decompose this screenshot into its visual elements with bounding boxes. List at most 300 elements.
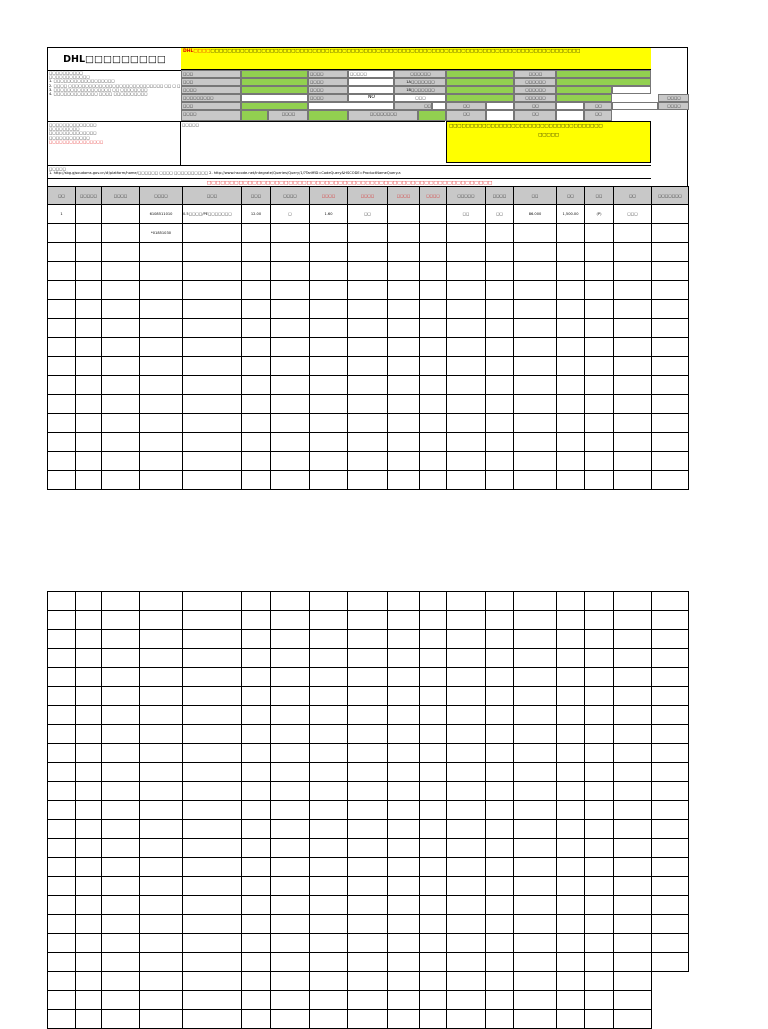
grid-cell[interactable]	[388, 839, 420, 858]
grid-cell[interactable]	[348, 744, 388, 763]
field-input[interactable]	[432, 102, 446, 110]
grid-cell[interactable]	[348, 706, 388, 725]
grid-cell[interactable]	[585, 706, 614, 725]
grid-cell[interactable]	[585, 820, 614, 839]
table-cell[interactable]	[614, 300, 652, 319]
grid-cell[interactable]	[348, 915, 388, 934]
grid-cell[interactable]	[242, 649, 271, 668]
grid-cell[interactable]	[140, 725, 183, 744]
table-cell[interactable]	[76, 224, 102, 243]
table-cell[interactable]: 1,500.00	[557, 205, 585, 224]
table-cell[interactable]	[102, 395, 140, 414]
grid-cell[interactable]	[585, 668, 614, 687]
table-cell[interactable]: 12.00	[242, 205, 271, 224]
table-cell[interactable]	[557, 224, 585, 243]
grid-cell[interactable]	[48, 801, 76, 820]
table-cell[interactable]	[102, 319, 140, 338]
table-cell[interactable]	[486, 433, 514, 452]
grid-cell[interactable]	[102, 782, 140, 801]
grid-cell[interactable]	[388, 934, 420, 953]
grid-cell[interactable]	[614, 839, 652, 858]
table-cell[interactable]	[102, 300, 140, 319]
table-cell[interactable]	[652, 205, 689, 224]
table-cell[interactable]	[420, 281, 447, 300]
table-cell[interactable]	[420, 243, 447, 262]
grid-cell[interactable]	[557, 801, 585, 820]
field-input[interactable]	[241, 86, 308, 94]
grid-cell[interactable]	[76, 782, 102, 801]
table-cell[interactable]	[102, 376, 140, 395]
table-cell[interactable]	[140, 395, 183, 414]
table-cell[interactable]	[652, 338, 689, 357]
grid-cell[interactable]	[614, 592, 652, 611]
table-cell[interactable]	[447, 281, 486, 300]
table-cell[interactable]	[271, 319, 310, 338]
table-cell[interactable]	[48, 243, 76, 262]
table-cell[interactable]	[585, 376, 614, 395]
table-cell[interactable]	[76, 281, 102, 300]
table-cell[interactable]: □	[271, 205, 310, 224]
grid-cell[interactable]	[447, 592, 486, 611]
table-cell[interactable]	[557, 300, 585, 319]
table-cell[interactable]	[388, 224, 420, 243]
table-cell[interactable]	[348, 452, 388, 471]
grid-cell[interactable]	[242, 915, 271, 934]
grid-cell[interactable]	[420, 725, 447, 744]
grid-cell[interactable]	[514, 934, 557, 953]
table-cell[interactable]	[140, 338, 183, 357]
table-cell[interactable]	[557, 471, 585, 490]
grid-cell[interactable]	[183, 953, 242, 972]
grid-cell[interactable]	[310, 915, 348, 934]
grid-cell[interactable]	[447, 801, 486, 820]
grid-cell[interactable]	[514, 915, 557, 934]
grid-cell[interactable]	[652, 877, 689, 896]
grid-cell[interactable]	[557, 630, 585, 649]
grid-cell[interactable]	[242, 934, 271, 953]
grid-cell[interactable]	[486, 896, 514, 915]
field-input[interactable]	[241, 94, 308, 102]
grid-cell[interactable]	[76, 972, 102, 991]
field-input[interactable]	[348, 86, 394, 94]
grid-cell[interactable]	[420, 858, 447, 877]
grid-cell[interactable]	[557, 592, 585, 611]
table-cell[interactable]	[486, 319, 514, 338]
grid-cell[interactable]	[48, 1010, 76, 1029]
grid-cell[interactable]	[486, 782, 514, 801]
grid-cell[interactable]	[48, 725, 76, 744]
table-cell[interactable]	[585, 452, 614, 471]
field-input[interactable]	[308, 102, 394, 110]
table-cell[interactable]	[447, 338, 486, 357]
grid-cell[interactable]	[271, 953, 310, 972]
table-cell[interactable]	[76, 300, 102, 319]
table-cell[interactable]	[271, 376, 310, 395]
grid-cell[interactable]	[242, 1010, 271, 1029]
grid-cell[interactable]	[514, 953, 557, 972]
grid-cell[interactable]	[183, 896, 242, 915]
table-cell[interactable]	[183, 376, 242, 395]
grid-cell[interactable]	[140, 782, 183, 801]
table-cell[interactable]	[271, 452, 310, 471]
table-cell[interactable]	[652, 452, 689, 471]
grid-cell[interactable]	[183, 744, 242, 763]
table-cell[interactable]	[514, 414, 557, 433]
grid-cell[interactable]	[585, 972, 614, 991]
table-cell[interactable]	[348, 262, 388, 281]
grid-cell[interactable]	[447, 972, 486, 991]
table-cell[interactable]	[348, 433, 388, 452]
grid-cell[interactable]	[76, 915, 102, 934]
grid-cell[interactable]	[652, 592, 689, 611]
grid-cell[interactable]	[140, 630, 183, 649]
grid-cell[interactable]	[48, 934, 76, 953]
table-cell[interactable]	[140, 319, 183, 338]
field-input[interactable]	[612, 86, 651, 94]
links-text[interactable]: 1. http://sbg.gjsoudoms.gov.cn/#/platform/home/□□□□□□ □□□□ □□□□□□□□□□ 2. http://www.hscode.net/integrate/Queries/Query/1/?TariffID=CodeQuery&HSCODE=ProductNameQuery.a	[49, 171, 401, 176]
grid-cell[interactable]	[140, 934, 183, 953]
grid-cell[interactable]	[486, 801, 514, 820]
table-cell[interactable]	[614, 433, 652, 452]
table-cell[interactable]	[447, 376, 486, 395]
grid-cell[interactable]	[447, 877, 486, 896]
table-cell[interactable]	[48, 376, 76, 395]
grid-cell[interactable]	[614, 611, 652, 630]
grid-cell[interactable]	[348, 896, 388, 915]
grid-cell[interactable]	[310, 896, 348, 915]
table-cell[interactable]	[585, 224, 614, 243]
table-cell[interactable]	[76, 471, 102, 490]
table-cell[interactable]	[271, 395, 310, 414]
table-cell[interactable]	[140, 376, 183, 395]
table-cell[interactable]	[652, 319, 689, 338]
grid-cell[interactable]	[420, 592, 447, 611]
table-cell[interactable]	[614, 281, 652, 300]
field-input[interactable]	[446, 86, 514, 94]
grid-cell[interactable]	[486, 706, 514, 725]
table-cell[interactable]	[271, 262, 310, 281]
grid-cell[interactable]	[486, 991, 514, 1010]
table-cell[interactable]	[348, 395, 388, 414]
grid-cell[interactable]	[310, 592, 348, 611]
grid-cell[interactable]	[102, 801, 140, 820]
table-cell[interactable]	[420, 338, 447, 357]
grid-cell[interactable]	[585, 934, 614, 953]
table-cell[interactable]	[76, 338, 102, 357]
grid-cell[interactable]	[348, 782, 388, 801]
grid-cell[interactable]	[486, 744, 514, 763]
table-cell[interactable]	[388, 243, 420, 262]
grid-cell[interactable]	[242, 744, 271, 763]
grid-cell[interactable]	[271, 839, 310, 858]
table-cell[interactable]	[348, 319, 388, 338]
table-cell[interactable]	[348, 243, 388, 262]
table-cell[interactable]	[557, 357, 585, 376]
table-cell[interactable]	[514, 300, 557, 319]
grid-cell[interactable]	[614, 858, 652, 877]
table-cell[interactable]	[102, 338, 140, 357]
grid-cell[interactable]	[652, 649, 689, 668]
table-cell[interactable]	[242, 357, 271, 376]
grid-cell[interactable]	[652, 630, 689, 649]
table-cell[interactable]	[102, 262, 140, 281]
field-input[interactable]	[486, 110, 514, 121]
grid-cell[interactable]	[76, 839, 102, 858]
table-cell[interactable]	[76, 243, 102, 262]
grid-cell[interactable]	[48, 687, 76, 706]
grid-cell[interactable]	[348, 972, 388, 991]
grid-cell[interactable]	[310, 801, 348, 820]
table-cell[interactable]	[514, 471, 557, 490]
grid-cell[interactable]	[614, 763, 652, 782]
grid-cell[interactable]	[514, 820, 557, 839]
grid-cell[interactable]	[557, 611, 585, 630]
table-cell[interactable]	[420, 414, 447, 433]
grid-cell[interactable]	[557, 725, 585, 744]
table-cell[interactable]	[140, 281, 183, 300]
grid-cell[interactable]	[514, 611, 557, 630]
grid-cell[interactable]	[420, 649, 447, 668]
grid-cell[interactable]	[652, 611, 689, 630]
grid-cell[interactable]	[388, 820, 420, 839]
grid-cell[interactable]	[447, 915, 486, 934]
table-cell[interactable]	[585, 357, 614, 376]
grid-cell[interactable]	[614, 725, 652, 744]
table-cell[interactable]	[486, 243, 514, 262]
grid-cell[interactable]	[140, 649, 183, 668]
grid-cell[interactable]	[388, 801, 420, 820]
table-cell[interactable]	[48, 224, 76, 243]
grid-cell[interactable]	[348, 668, 388, 687]
table-cell[interactable]	[348, 224, 388, 243]
grid-cell[interactable]	[183, 915, 242, 934]
grid-cell[interactable]	[271, 782, 310, 801]
table-cell[interactable]: 1	[48, 205, 76, 224]
grid-cell[interactable]	[652, 706, 689, 725]
table-cell[interactable]	[76, 395, 102, 414]
table-cell[interactable]	[652, 262, 689, 281]
grid-cell[interactable]	[557, 991, 585, 1010]
grid-cell[interactable]	[348, 858, 388, 877]
grid-cell[interactable]	[271, 706, 310, 725]
table-cell[interactable]	[514, 262, 557, 281]
table-cell[interactable]	[585, 338, 614, 357]
table-cell[interactable]	[486, 224, 514, 243]
grid-cell[interactable]	[183, 1010, 242, 1029]
table-cell[interactable]	[557, 281, 585, 300]
grid-cell[interactable]	[614, 630, 652, 649]
grid-cell[interactable]	[420, 877, 447, 896]
grid-cell[interactable]	[348, 820, 388, 839]
grid-cell[interactable]	[486, 820, 514, 839]
grid-cell[interactable]	[242, 706, 271, 725]
grid-cell[interactable]	[614, 972, 652, 991]
grid-cell[interactable]	[447, 858, 486, 877]
table-cell[interactable]: *01851030	[140, 224, 183, 243]
table-cell[interactable]	[48, 262, 76, 281]
grid-cell[interactable]	[271, 820, 310, 839]
grid-cell[interactable]	[76, 953, 102, 972]
grid-cell[interactable]	[388, 649, 420, 668]
grid-cell[interactable]	[585, 687, 614, 706]
table-cell[interactable]	[557, 243, 585, 262]
grid-cell[interactable]	[102, 725, 140, 744]
grid-cell[interactable]	[76, 801, 102, 820]
grid-cell[interactable]	[557, 934, 585, 953]
grid-cell[interactable]	[447, 611, 486, 630]
grid-cell[interactable]	[557, 649, 585, 668]
table-cell[interactable]	[76, 433, 102, 452]
table-cell[interactable]	[420, 262, 447, 281]
grid-cell[interactable]	[48, 839, 76, 858]
table-cell[interactable]	[614, 376, 652, 395]
grid-cell[interactable]	[420, 1010, 447, 1029]
table-cell[interactable]	[447, 395, 486, 414]
table-cell[interactable]	[242, 395, 271, 414]
grid-cell[interactable]	[271, 744, 310, 763]
table-cell[interactable]	[310, 262, 348, 281]
table-cell[interactable]	[102, 433, 140, 452]
grid-cell[interactable]	[447, 896, 486, 915]
table-cell[interactable]	[514, 433, 557, 452]
grid-cell[interactable]	[183, 801, 242, 820]
grid-cell[interactable]	[242, 801, 271, 820]
grid-cell[interactable]	[652, 896, 689, 915]
table-cell[interactable]	[388, 414, 420, 433]
table-cell[interactable]	[48, 338, 76, 357]
grid-cell[interactable]	[140, 877, 183, 896]
grid-cell[interactable]	[652, 744, 689, 763]
grid-cell[interactable]	[557, 706, 585, 725]
grid-cell[interactable]	[447, 782, 486, 801]
grid-cell[interactable]	[388, 725, 420, 744]
table-cell[interactable]	[242, 243, 271, 262]
grid-cell[interactable]	[102, 630, 140, 649]
table-cell[interactable]	[486, 452, 514, 471]
grid-cell[interactable]	[76, 896, 102, 915]
table-cell[interactable]	[310, 281, 348, 300]
grid-cell[interactable]	[140, 915, 183, 934]
grid-cell[interactable]	[102, 820, 140, 839]
grid-cell[interactable]	[102, 839, 140, 858]
grid-cell[interactable]	[310, 820, 348, 839]
grid-cell[interactable]	[271, 611, 310, 630]
table-cell[interactable]	[514, 243, 557, 262]
grid-cell[interactable]	[183, 877, 242, 896]
grid-cell[interactable]	[388, 592, 420, 611]
grid-cell[interactable]	[76, 877, 102, 896]
table-cell[interactable]	[348, 376, 388, 395]
table-cell[interactable]	[557, 262, 585, 281]
table-cell[interactable]	[614, 395, 652, 414]
grid-cell[interactable]	[102, 858, 140, 877]
grid-cell[interactable]	[140, 991, 183, 1010]
grid-cell[interactable]	[652, 687, 689, 706]
grid-cell[interactable]	[585, 896, 614, 915]
table-cell[interactable]	[242, 338, 271, 357]
table-cell[interactable]	[388, 433, 420, 452]
table-cell[interactable]	[310, 433, 348, 452]
table-cell[interactable]	[76, 205, 102, 224]
table-cell[interactable]	[447, 433, 486, 452]
table-cell[interactable]: 86.000	[514, 205, 557, 224]
grid-cell[interactable]	[242, 687, 271, 706]
grid-cell[interactable]	[76, 630, 102, 649]
grid-cell[interactable]	[420, 763, 447, 782]
grid-cell[interactable]	[514, 592, 557, 611]
grid-cell[interactable]	[388, 611, 420, 630]
grid-cell[interactable]	[614, 991, 652, 1010]
grid-cell[interactable]	[271, 972, 310, 991]
grid-cell[interactable]	[242, 592, 271, 611]
table-cell[interactable]	[557, 433, 585, 452]
table-cell[interactable]	[514, 452, 557, 471]
grid-cell[interactable]	[447, 725, 486, 744]
grid-cell[interactable]	[557, 896, 585, 915]
grid-cell[interactable]	[557, 877, 585, 896]
grid-cell[interactable]	[183, 592, 242, 611]
table-cell[interactable]	[514, 224, 557, 243]
grid-cell[interactable]	[102, 934, 140, 953]
table-cell[interactable]	[310, 357, 348, 376]
table-cell[interactable]	[614, 224, 652, 243]
grid-cell[interactable]	[140, 1010, 183, 1029]
grid-cell[interactable]	[140, 592, 183, 611]
grid-cell[interactable]	[102, 1010, 140, 1029]
grid-cell[interactable]	[102, 611, 140, 630]
table-cell[interactable]	[242, 300, 271, 319]
table-cell[interactable]	[486, 262, 514, 281]
grid-cell[interactable]	[183, 820, 242, 839]
table-cell[interactable]	[614, 262, 652, 281]
grid-cell[interactable]	[140, 858, 183, 877]
table-cell[interactable]	[242, 452, 271, 471]
grid-cell[interactable]	[183, 934, 242, 953]
table-cell[interactable]	[420, 376, 447, 395]
grid-cell[interactable]	[420, 744, 447, 763]
table-cell[interactable]	[388, 262, 420, 281]
table-cell[interactable]	[388, 338, 420, 357]
grid-cell[interactable]	[140, 896, 183, 915]
grid-cell[interactable]	[140, 611, 183, 630]
grid-cell[interactable]	[388, 763, 420, 782]
field-input[interactable]	[556, 102, 584, 110]
table-cell[interactable]	[48, 471, 76, 490]
grid-cell[interactable]	[420, 801, 447, 820]
grid-cell[interactable]	[614, 877, 652, 896]
grid-cell[interactable]	[183, 668, 242, 687]
grid-cell[interactable]	[420, 934, 447, 953]
grid-cell[interactable]	[486, 611, 514, 630]
grid-cell[interactable]	[514, 763, 557, 782]
grid-cell[interactable]	[102, 706, 140, 725]
table-cell[interactable]	[420, 357, 447, 376]
remarks-area[interactable]	[181, 121, 445, 165]
grid-cell[interactable]	[76, 858, 102, 877]
grid-cell[interactable]	[310, 649, 348, 668]
grid-cell[interactable]	[102, 592, 140, 611]
table-cell[interactable]	[183, 281, 242, 300]
table-cell[interactable]	[420, 224, 447, 243]
grid-cell[interactable]	[183, 972, 242, 991]
table-cell[interactable]	[652, 471, 689, 490]
grid-cell[interactable]	[514, 725, 557, 744]
table-cell[interactable]	[183, 300, 242, 319]
table-cell[interactable]	[183, 414, 242, 433]
grid-cell[interactable]	[557, 668, 585, 687]
table-cell[interactable]	[585, 414, 614, 433]
grid-cell[interactable]	[242, 725, 271, 744]
